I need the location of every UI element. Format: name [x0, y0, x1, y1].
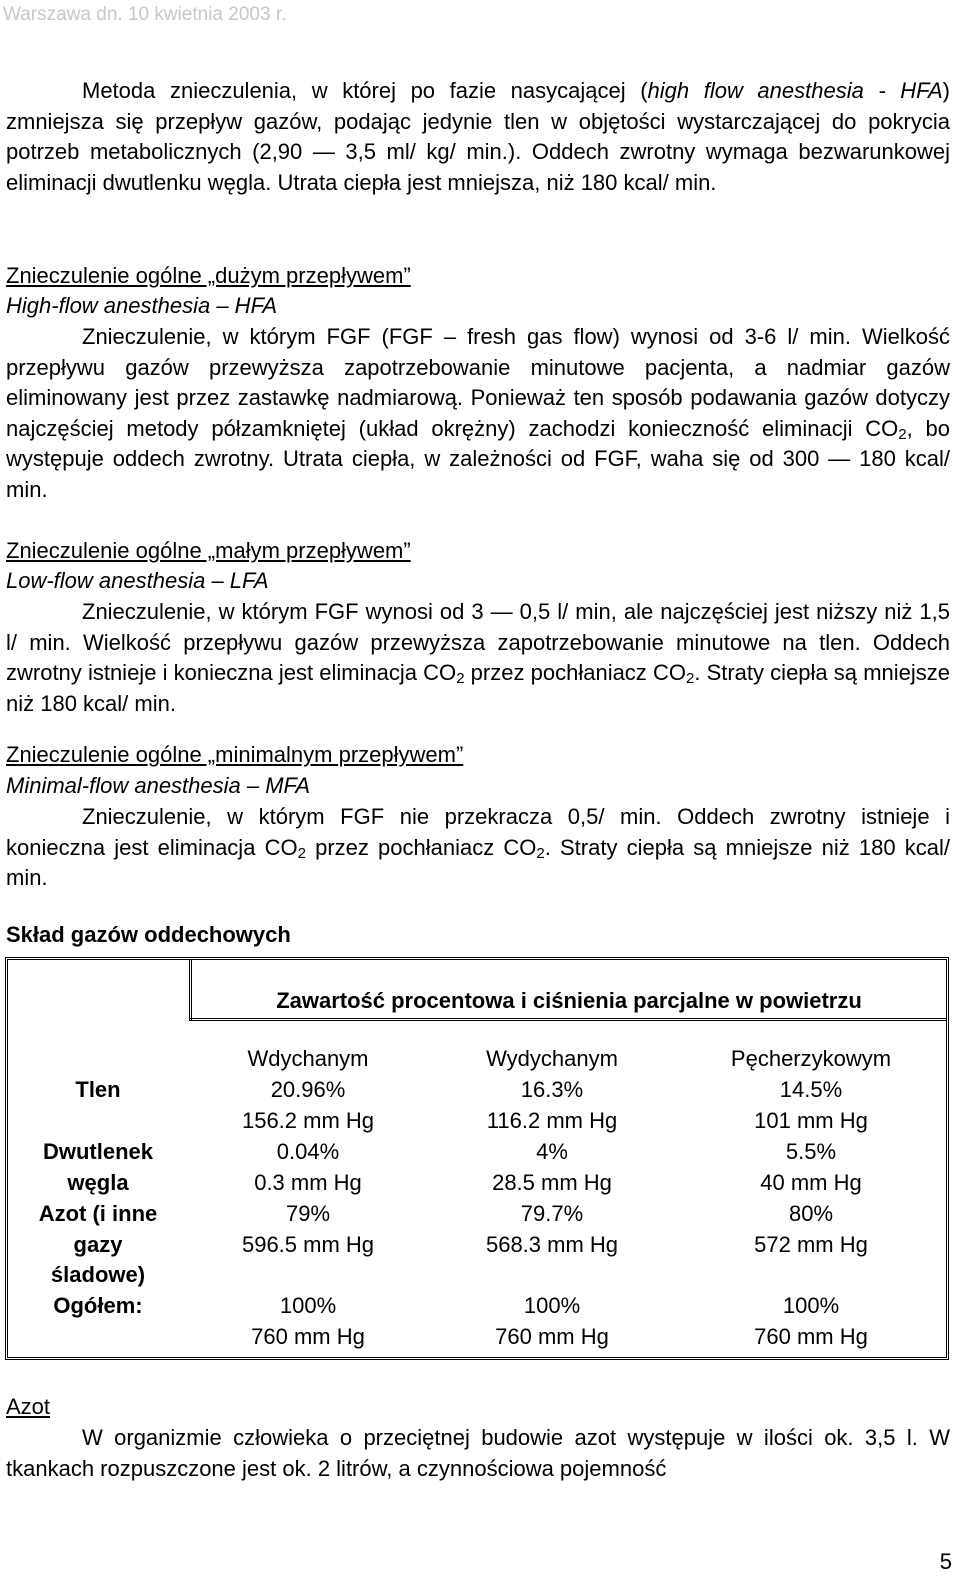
column-header-alveolar: Pęcherzykowym: [730, 1046, 892, 1071]
table-cell: 14.5% 101 mm Hg: [754, 1077, 868, 1133]
row-label-carbon-dioxide: Dwutlenek węgla: [42, 1139, 154, 1195]
nitrogen-paragraph: W organizmie człowieka o przeciętnej budowie azot występuje w ilości ok. 3,5 l. W tkankach rozpuszczone jest ok. 2 litrów, a czynnościowa pojemność: [6, 1425, 950, 1481]
lfa-subtitle: Low-flow anesthesia – LFA: [6, 568, 269, 593]
hfa-paragraph: Znieczulenie, w którym FGF (FGF – fresh gas flow) wynosi od 3-6 l/ min. Wielkość przepływu gazów przewyższa zapotrzebowanie minutowe pacjenta, a nadmiar gazów eliminowany jest przez zastawkę nadmiarową. Ponieważ ten sposób podawania gazów dotyczy najczęściej metody półzamkniętej (układ okrężny) zachodzi konieczność eliminacji $CO_2$, bo występuje oddech zwrotny. Utrata ciepła, w zależności od FGF, waha się od 300 — 180 kcal/ min.: [6, 324, 950, 502]
table-cell: 20.96% 156.2 mm Hg: [241, 1077, 375, 1133]
mfa-title: Znieczulenie ogólne „minimalnym przepływem”: [6, 742, 464, 767]
hfa-subtitle: High-flow anesthesia – HFA: [6, 293, 278, 318]
table-cell: 79% 596.5 mm Hg: [241, 1201, 375, 1257]
lfa-paragraph: Znieczulenie, w którym FGF wynosi od 3 — 0,5 l/ min, ale najczęściej jest niższy niż 1,5 l/ min. Wielkość przepływu gazów przewyższa zapotrzebowanie minutowe na tlen. Oddech zwrotny istnieje i konieczna jest eliminacja $CO_2$ przez pochłaniacz $CO_2$. Straty ciepła są mniejsze niż 180 kcal/ min.: [6, 599, 951, 716]
gas-composition-heading: Skład gazów oddechowych: [6, 922, 291, 947]
column-header-inhaled: Wdychanym: [247, 1046, 369, 1071]
table-cell: 16.3% 116.2 mm Hg: [486, 1077, 618, 1133]
page-header-date: Warszawa dn. 10 kwietnia 2003 r.: [3, 4, 287, 25]
table-cell: 5.5% 40 mm Hg: [760, 1139, 862, 1195]
mfa-subtitle: Minimal-flow anesthesia – MFA: [6, 773, 311, 798]
gas-composition-table: [5, 957, 949, 1360]
table-cell: 100% 760 mm Hg: [495, 1293, 609, 1349]
row-label-total: Ogółem:: [53, 1293, 143, 1318]
page-number: 5: [939, 1549, 952, 1574]
table-divider-horizontal: [189, 1018, 946, 1021]
table-cell: 79.7% 568.3 mm Hg: [485, 1201, 619, 1257]
column-header-exhaled: Wydychanym: [486, 1046, 618, 1071]
table-cell: 4% 28.5 mm Hg: [492, 1139, 612, 1195]
table-cell: 0.04% 0.3 mm Hg: [254, 1139, 362, 1195]
mfa-paragraph: Znieczulenie, w którym FGF nie przekracza 0,5/ min. Oddech zwrotny istnieje i konieczna jest eliminacja $CO_2$ przez pochłaniacz $CO_2$. Straty ciepła są mniejsze niż 180 kcal/ min.: [6, 804, 950, 891]
lfa-title: Znieczulenie ogólne „małym przepływem”: [6, 538, 411, 563]
table-cell: 100% 760 mm Hg: [754, 1293, 868, 1349]
intro-paragraph: Metoda znieczulenia, w której po fazie nasycającej (high flow anesthesia - HFA) zmniejsza się przepływ gazów, podając jedynie tlen w objętości wystarczającej do pokrycia potrzeb metabolicznych (2,90 — 3,5 ml/ kg/ min.). Oddech zwrotny wymaga bezwarunkowej eliminacji dwutlenku węgla. Utrata ciepła jest mniejsza, niż 180 kcal/ min.: [6, 78, 950, 195]
table-caption: Zawartość procentowa i ciśnienia parcjalne w powietrzu: [276, 988, 862, 1013]
row-label-nitrogen: Azot (i inne gazy śladowe): [38, 1201, 158, 1287]
row-label-oxygen: Tlen: [75, 1077, 121, 1102]
nitrogen-title: Azot: [6, 1394, 51, 1419]
table-cell: 80% 572 mm Hg: [754, 1201, 868, 1257]
hfa-title: Znieczulenie ogólne „dużym przepływem”: [6, 263, 411, 288]
table-cell: 100% 760 mm Hg: [251, 1293, 365, 1349]
